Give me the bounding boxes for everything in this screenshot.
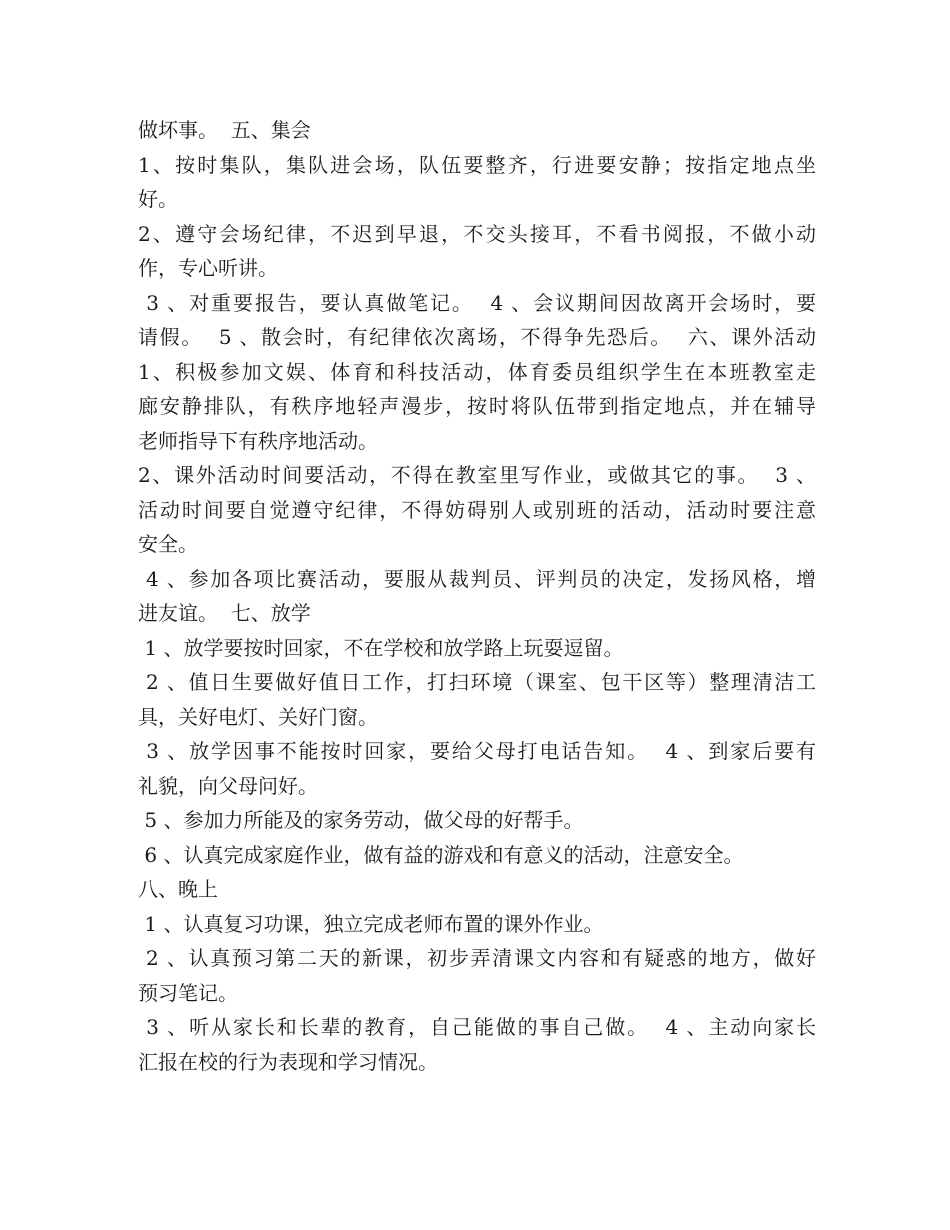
- text-line: 安全。: [138, 532, 198, 556]
- text-line: 2、课外活动时间要活动，不得在教室里写作业，或做其它的事。 3 、: [138, 463, 816, 487]
- text-line: 预习笔记。: [138, 980, 238, 1005]
- text-line: 作，专心听讲。: [138, 256, 278, 280]
- text-line: 3 、对重要报告，要认真做笔记。 4 、会议期间因故离开会场时，要: [138, 290, 816, 315]
- text-line: 2、遵守会场纪律，不迟到早退，不交头接耳，不看书阅报，不做小动: [138, 221, 816, 246]
- text-line: 好。: [138, 187, 178, 211]
- text-line: 汇报在校的行为表现和学习情况。: [138, 1049, 438, 1074]
- text-line: 做坏事。 五、集会: [138, 118, 311, 142]
- text-line: 八、晚上: [138, 877, 218, 901]
- text-line: 具，关好电灯、关好门窗。: [138, 704, 378, 729]
- text-line: 1 、放学要按时回家，不在学校和放学路上玩耍逗留。: [138, 635, 624, 660]
- text-line: 3 、听从家长和长辈的教育，自己能做的事自己做。 4 、主动向家长: [138, 1015, 816, 1039]
- text-line: 4 、参加各项比赛活动，要服从裁判员、评判员的决定，发扬风格，增: [138, 566, 816, 591]
- text-line: 1、按时集队，集队进会场，队伍要整齐，行进要安静；按指定地点坐: [138, 152, 816, 177]
- text-line: 1、积极参加文娱、体育和科技活动，体育委员组织学生在本班教室走: [138, 359, 816, 384]
- text-line: 2 、认真预习第二天的新课，初步弄清课文内容和有疑惑的地方，做好: [138, 946, 816, 970]
- text-line: 活动时间要自觉遵守纪律，不得妨碍别人或别班的活动，活动时要注意: [138, 497, 816, 522]
- text-line: 1 、认真复习功课，独立完成老师布置的课外作业。: [138, 911, 604, 936]
- text-line: 老师指导下有秩序地活动。: [138, 428, 378, 453]
- text-line: 请假。 5 、散会时，有纪律依次离场，不得争先恐后。 六、课外活动: [138, 325, 816, 349]
- text-line: 5 、参加力所能及的家务劳动，做父母的好帮手。: [138, 808, 584, 832]
- text-line: 3 、放学因事不能按时回家，要给父母打电话告知。 4 、到家后要有: [138, 739, 816, 763]
- text-line: 廊安静排队，有秩序地轻声漫步，按时将队伍带到指定地点，并在辅导: [138, 394, 816, 418]
- text-line: 礼貌，向父母问好。: [138, 773, 318, 798]
- text-line: 2 、值日生要做好值日工作，打扫环境（课室、包干区等）整理清洁工: [138, 670, 816, 694]
- text-line: 6 、认真完成家庭作业，做有益的游戏和有意义的活动，注意安全。: [138, 842, 744, 867]
- document-body: [138, 113, 816, 1079]
- text-line: 进友谊。 七、放学: [138, 601, 311, 625]
